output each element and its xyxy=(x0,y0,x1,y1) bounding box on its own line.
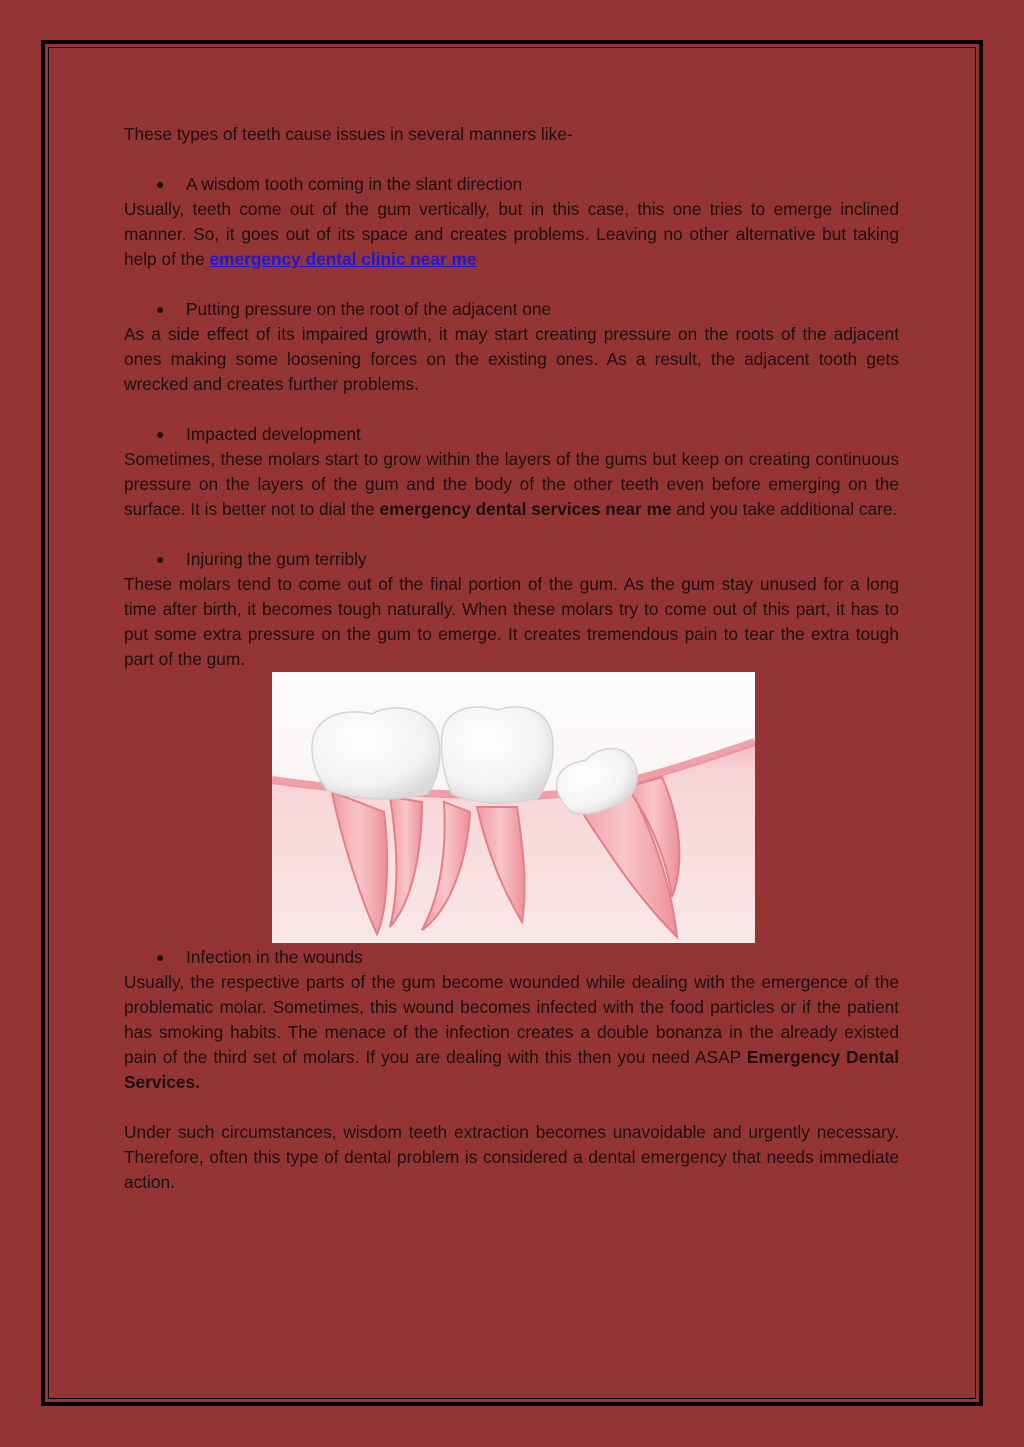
bullet-dot-icon: ● xyxy=(156,949,165,965)
bullet-dot-icon: ● xyxy=(156,426,165,442)
wisdom-tooth-illustration xyxy=(272,672,755,943)
bullet-label: Injuring the gum terribly xyxy=(186,549,367,569)
bullet-item xyxy=(124,172,899,197)
bullet-dot-icon: ● xyxy=(156,301,165,317)
bullet-label: Impacted development xyxy=(186,424,361,444)
section-paragraph: Sometimes, these molars start to grow within the layers of the gums but keep on creating continuous pressure on the layers of the gum and the body of the other teeth even before emerging on the surface. It is better not to dial the emergency dental services near me and you take additional care. xyxy=(124,449,899,519)
section-paragraph: Usually, the respective parts of the gum become wounded while dealing with the emergence of the problematic molar. Sometimes, this wound becomes infected with the food particles or if the patient has smoking habits. The menace of the infection creates a double bonanza in the already existed pain of the third set of molars. If you are dealing with this then you need ASAP Emergency Dental Services. xyxy=(124,972,899,1092)
bullet-dot-icon: ● xyxy=(156,551,165,567)
teeth-graphic xyxy=(272,672,755,943)
bold-phrase: emergency dental services near me xyxy=(379,499,672,519)
bold-phrase: Emergency Dental Services. xyxy=(124,1047,899,1092)
bullet-dot-icon: ● xyxy=(156,176,165,192)
document-body xyxy=(124,122,899,1195)
bullet-item xyxy=(124,547,899,572)
section-paragraph: These molars tend to come out of the final portion of the gum. As the gum stay unused for a long time after birth, it becomes tough naturally. When these molars try to come out of this part, it has to put some extra pressure on the gum to emerge. It creates tremendous pain to tear the extra tough part of the gum. xyxy=(124,574,899,669)
conclusion-paragraph: Under such circumstances, wisdom teeth extraction becomes unavoidable and urgently necessary. Therefore, often this type of dental problem is considered a dental emergency that needs immediate action. xyxy=(124,1122,899,1192)
bullet-label: Putting pressure on the root of the adjacent one xyxy=(186,299,552,319)
intro-paragraph: These types of teeth cause issues in several manners like- xyxy=(124,124,573,144)
section-paragraph: As a side effect of its impaired growth, it may start creating pressure on the roots of the adjacent ones making some loosening forces on the existing ones. As a result, the adjacent tooth gets wrecked and creates further problems. xyxy=(124,324,899,394)
section-paragraph: Usually, teeth come out of the gum vertically, but in this case, this one tries to emerge inclined manner. So, it goes out of its space and creates problems. Leaving no other alternative but taking help of the emergency dental clinic near me xyxy=(124,199,899,269)
bullet-label: Infection in the wounds xyxy=(186,947,363,967)
bullet-label: A wisdom tooth coming in the slant direction xyxy=(186,174,523,194)
bullet-item xyxy=(124,297,899,322)
emergency-dental-clinic-link[interactable]: emergency dental clinic near me xyxy=(209,249,477,269)
bullet-item xyxy=(124,422,899,447)
bullet-item xyxy=(124,945,899,970)
